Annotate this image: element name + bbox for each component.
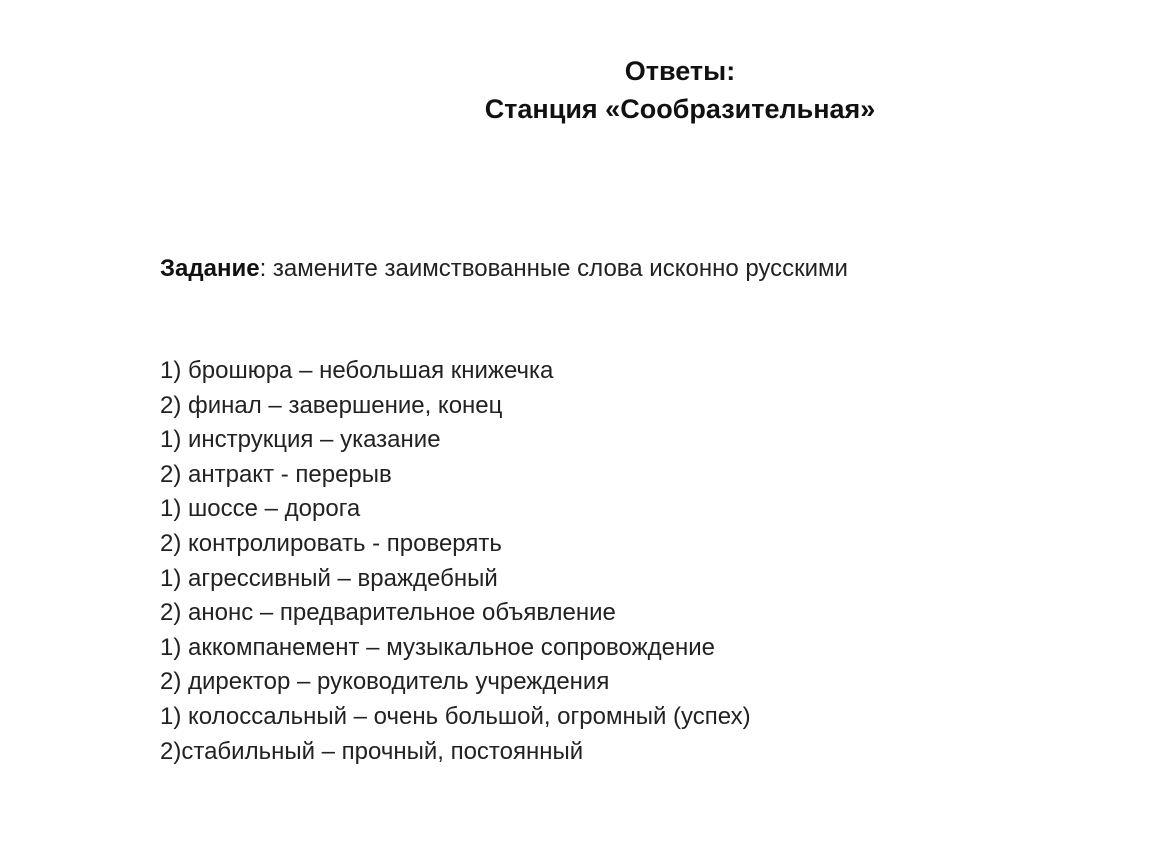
task-text: : замените заимствованные слова исконно русскими [259, 255, 848, 282]
list-item: 1) брошюра – небольшая книжечка [160, 357, 554, 384]
list-item: 2) анонс – предварительное объявление [160, 599, 616, 627]
slide-title [0, 52, 1150, 128]
answers-list [160, 354, 751, 769]
list-item: 2) контролировать - проверять [160, 529, 502, 557]
list-item: 1) колоссальный – очень большой, огромный (успех) [160, 702, 751, 730]
task-statement [160, 252, 848, 286]
list-item: 1) инструкция – указание [160, 426, 441, 454]
title-line-answers: Ответы: [624, 56, 736, 86]
list-item: 1) аккомпанемент – музыкальное сопровождение [160, 633, 715, 661]
list-item: 2) антракт - перерыв [160, 460, 392, 488]
list-item: 2)стабильный – прочный, постоянный [160, 737, 584, 765]
list-item: 2) финал – завершение, конец [160, 391, 503, 419]
task-label: Задание [160, 255, 260, 282]
title-line-station: Станция «Сообразительная» [484, 94, 876, 124]
list-item: 2) директор – руководитель учреждения [160, 668, 610, 696]
list-item: 1) шоссе – дорога [160, 495, 361, 523]
list-item: 1) агрессивный – враждебный [160, 564, 498, 592]
